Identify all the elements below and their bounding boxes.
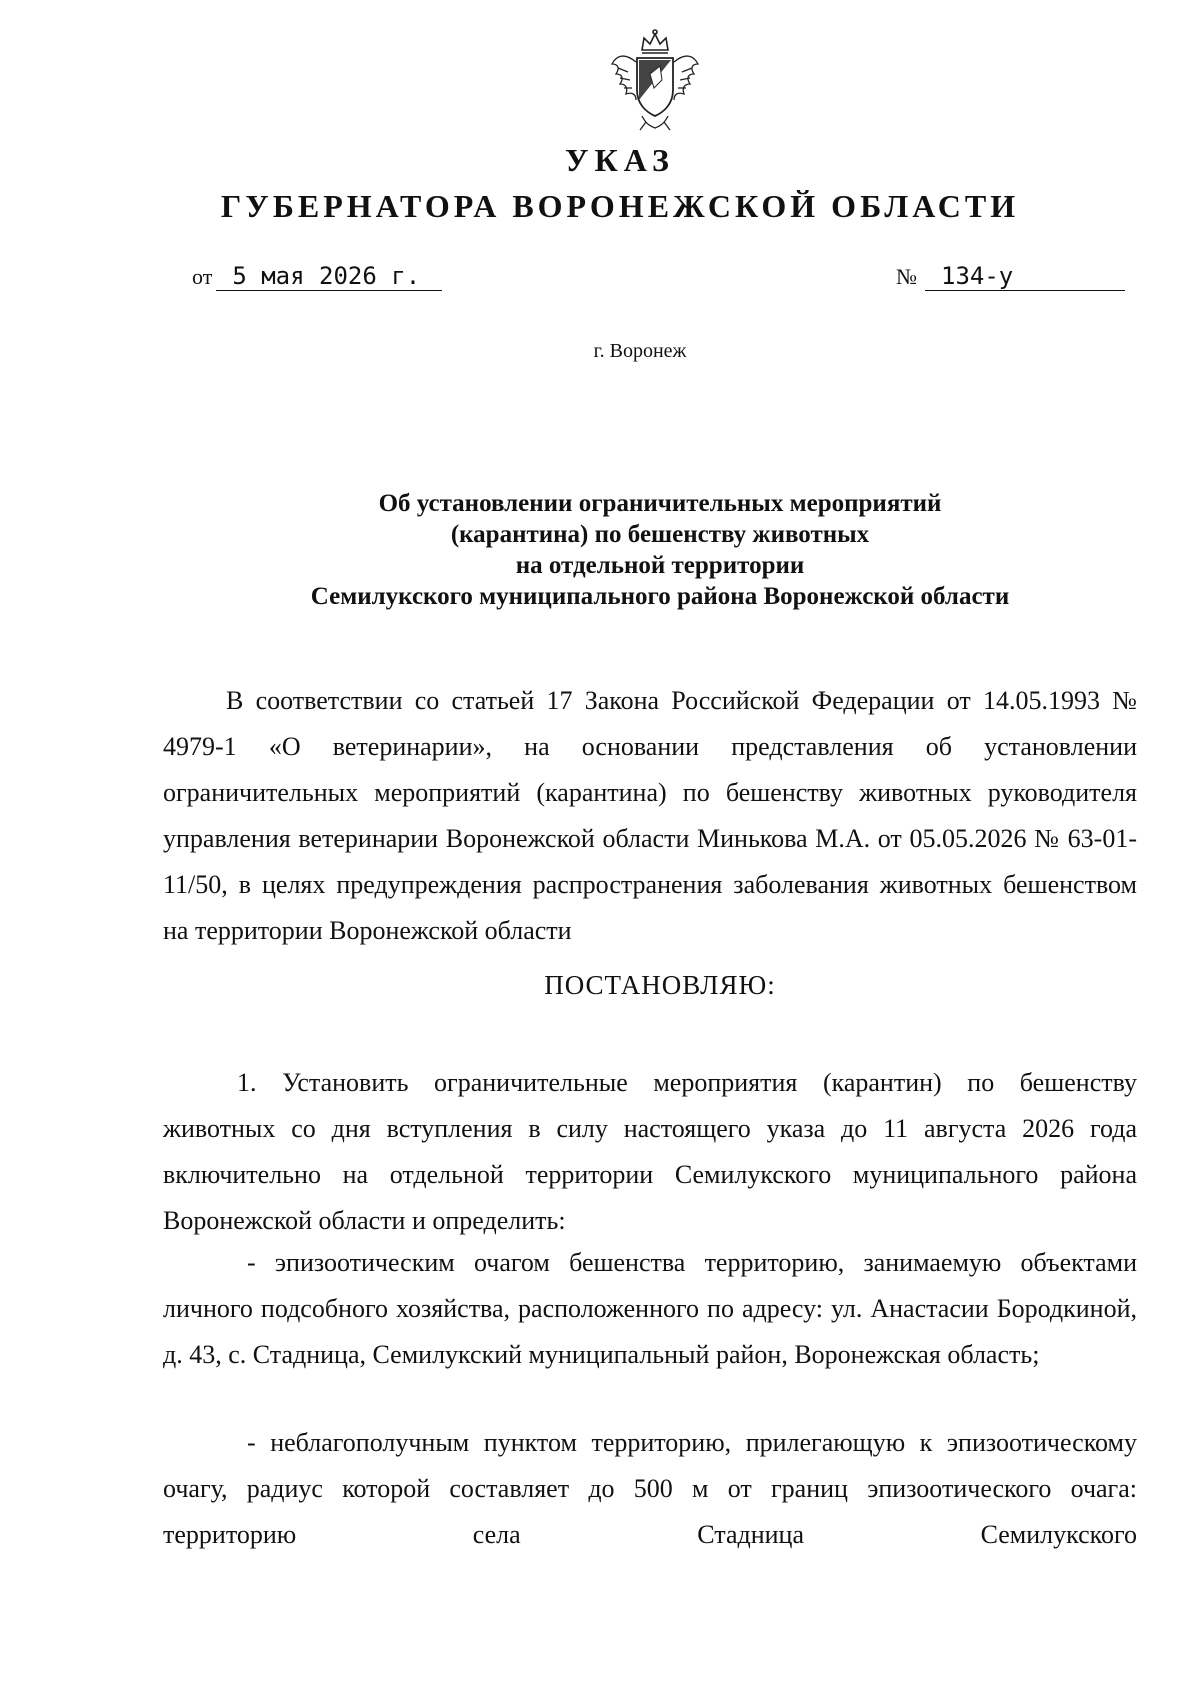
number-field [896, 262, 1125, 291]
heading-line: (карантина) по бешенству животных [450, 521, 870, 548]
heading-line: Об установлении ограничительных мероприятий [378, 490, 942, 517]
item-1-paragraph: 1. Установить ограничительные мероприятия (карантин) по бешенству животных со дня вступления в силу настоящего указа до 11 августа 2026 года включительно на отдельной территории Семилукского муниципального района Воронежской области и определить: [163, 1068, 1137, 1235]
number-prefix: № [896, 264, 917, 289]
decree-issuer: ГУБЕРНАТОРА ВОРОНЕЖСКОЙ ОБЛАСТИ [220, 188, 1020, 224]
date-prefix: от [192, 264, 213, 289]
heading-line: Семилукского муниципального района Воронежской области [310, 583, 1010, 610]
decree-title: УКАЗ [565, 142, 675, 178]
preamble-paragraph: В соответствии со статьей 17 Закона Российской Федерации от 14.05.1993 № 4979-1 «О ветеринарии», на основании представления об установлении ограничительных мероприятий (карантина) по бешенству животных руководителя управления ветеринарии Воронежской области Минькова М.А. от 05.05.2026 № 63-01-11/50, в целях предупреждения распространения заболевания животных бешенством на территории Воронежской области [163, 686, 1137, 945]
city-label: г. Воронеж [593, 340, 687, 362]
date-value: 5 мая 2026 г. [216, 262, 442, 291]
number-value: 134-у [925, 262, 1125, 291]
date-field [192, 262, 442, 291]
heading-line: на отдельной территории [515, 552, 805, 579]
item-1a-paragraph: - эпизоотическим очагом бешенства территорию, занимаемую объектами личного подсобного хозяйства, расположенного по адресу: ул. Анастасии Бородкиной, д. 43, с. Стадница, Семилукский муниципальный район, Воронежская область; [163, 1248, 1137, 1369]
resolve-word: ПОСТАНОВЛЯЮ: [544, 970, 776, 1000]
coat-of-arms-icon [606, 28, 704, 134]
decree-heading [160, 488, 1160, 612]
item-1b-paragraph: - неблагополучным пунктом территорию, прилегающую к эпизоотическому очагу, радиус которой составляет до 500 м от границ эпизоотического очага: территорию села Стадница Семилукского [163, 1428, 1137, 1549]
